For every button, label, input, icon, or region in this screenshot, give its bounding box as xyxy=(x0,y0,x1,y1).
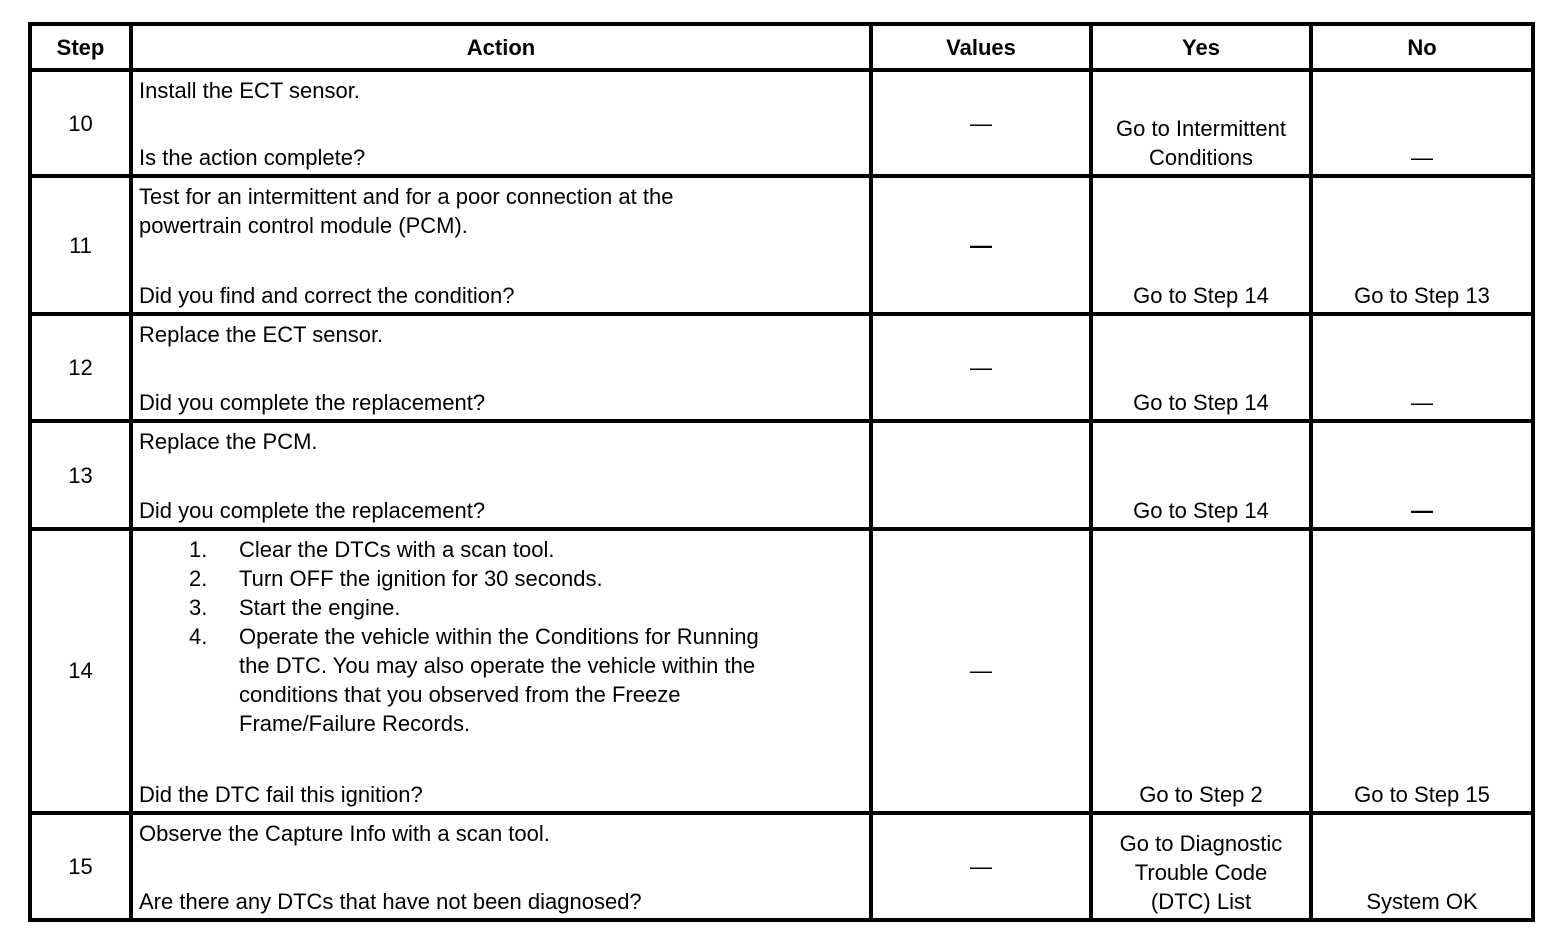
no-cell: Go to Step 13 xyxy=(1311,176,1533,314)
values-cell: — xyxy=(871,314,1091,421)
action-question: Did you complete the replacement? xyxy=(139,390,486,416)
no-cell: System OK xyxy=(1311,813,1533,920)
table-row xyxy=(30,529,1533,813)
table-row xyxy=(30,421,1533,528)
header-row xyxy=(30,24,1533,70)
step-number: 14 xyxy=(30,529,131,813)
list-item-number: 1. xyxy=(189,536,208,562)
action-question: Did you complete the replacement? xyxy=(139,497,486,523)
list-item-text: Clear the DTCs with a scan tool. xyxy=(239,536,555,562)
action-text: Replace the ECT sensor. xyxy=(139,322,384,348)
list-item-text: Operate the vehicle within the Conditions for Running the DTC. You may also operate the vehicle within the conditions that you observed from the Freeze Frame/Failure Records. xyxy=(239,623,759,736)
step-number: 11 xyxy=(30,176,131,314)
list-item-text: Start the engine. xyxy=(239,594,401,620)
action-question: Are there any DTCs that have not been diagnosed? xyxy=(139,889,642,914)
table-row xyxy=(30,70,1533,176)
values-cell: — xyxy=(871,813,1091,920)
values-cell: — xyxy=(871,176,1091,314)
header-no: No xyxy=(1311,24,1533,70)
table-row xyxy=(30,176,1533,314)
yes-cell: Go to Step 2 xyxy=(1091,529,1311,813)
action-text: Install the ECT sensor. xyxy=(139,78,360,103)
no-cell: Go to Step 15 xyxy=(1311,529,1533,813)
yes-cell: Go to Diagnostic Trouble Code (DTC) List xyxy=(1091,813,1311,920)
list-item xyxy=(139,535,863,564)
yes-cell: Go to Step 14 xyxy=(1091,314,1311,421)
step-number: 15 xyxy=(30,813,131,920)
step-number: 13 xyxy=(30,421,131,528)
step-number: 12 xyxy=(30,314,131,421)
values-cell: — xyxy=(871,70,1091,176)
header-action: Action xyxy=(131,24,871,70)
header-yes: Yes xyxy=(1091,24,1311,70)
action-cell xyxy=(131,529,871,813)
action-question: Did the DTC fail this ignition? xyxy=(139,781,423,807)
action-question: Is the action complete? xyxy=(139,145,366,171)
header-step: Step xyxy=(30,24,131,70)
no-cell: — xyxy=(1311,70,1533,176)
yes-cell: Go to Step 14 xyxy=(1091,421,1311,528)
action-cell xyxy=(131,813,871,920)
yes-cell: Go to Step 14 xyxy=(1091,176,1311,314)
values-cell xyxy=(871,421,1091,528)
diagnostic-table xyxy=(28,22,1535,922)
list-item-number: 3. xyxy=(189,594,208,620)
action-cell xyxy=(131,314,871,421)
list-item xyxy=(139,622,863,738)
yes-cell: Go to Intermittent Conditions xyxy=(1091,70,1311,176)
header-values: Values xyxy=(871,24,1091,70)
list-item-number: 2. xyxy=(189,565,208,591)
values-cell: — xyxy=(871,529,1091,813)
no-cell: — xyxy=(1311,421,1533,528)
action-text: Test for an intermittent and for a poor connection at the powertrain control module (PCM). xyxy=(139,184,674,239)
action-cell xyxy=(131,176,871,314)
action-text: Replace the PCM. xyxy=(139,429,318,455)
step-number: 10 xyxy=(30,70,131,176)
action-text: Observe the Capture Info with a scan tool. xyxy=(139,820,550,846)
list-item-text: Turn OFF the ignition for 30 seconds. xyxy=(239,565,603,591)
action-cell xyxy=(131,70,871,176)
list-item xyxy=(139,593,863,622)
action-question: Did you find and correct the condition? xyxy=(139,283,515,309)
action-cell xyxy=(131,421,871,528)
action-steps-list xyxy=(139,535,863,738)
list-item xyxy=(139,564,863,593)
no-cell: — xyxy=(1311,314,1533,421)
table-row xyxy=(30,314,1533,421)
table-row xyxy=(30,813,1533,920)
list-item-number: 4. xyxy=(189,623,208,649)
